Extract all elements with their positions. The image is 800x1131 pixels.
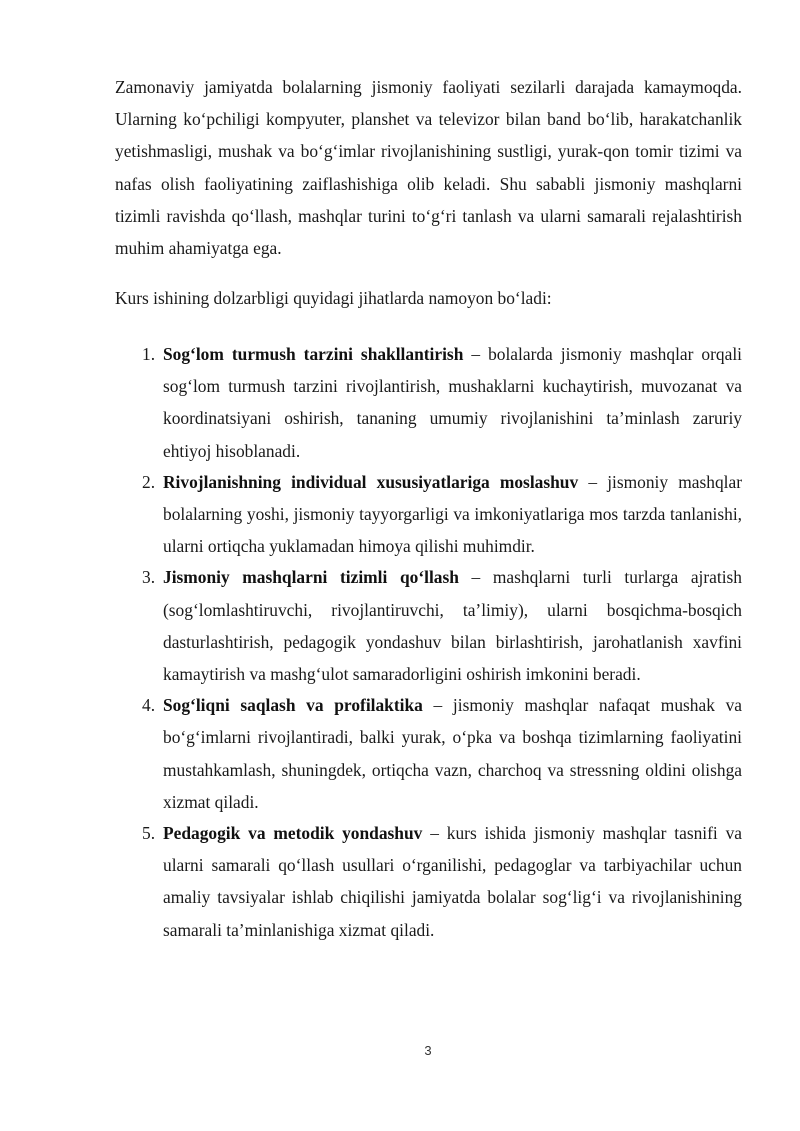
list-item-text: – kurs ishida jismoniy mashqlar tasnifi va ularni samarali qo‘llash usullari o‘rganilishi, pedagoglar va tarbiyachilar uchun amaliy tavsiyalar ishlab chiqilishi jamiyatda bolalar sog‘lig‘i va rivojlanishining samarali ta’minlanishiga xizmat qiladi.: [163, 823, 743, 940]
list-item-text: – jismoniy mashqlar nafaqat mushak va bo‘g‘imlarni rivojlantiradi, balki yurak, o‘pka va boshqa tizimlarning faoliyatini mustahkamlash, shuningdek, ortiqcha vazn, charchoq va stressning oldini olishga xizmat qiladi.: [163, 695, 742, 812]
list-item-number: 2.: [142, 471, 156, 492]
list-item-number: 3.: [142, 567, 156, 588]
list-item: [142, 338, 742, 467]
list-item-title: Jismoniy mashqlarni tizimli qo‘llash: [163, 567, 459, 588]
list-item-number: 1.: [142, 344, 156, 364]
list-item-title: Pedagogik va metodik yondashuv: [163, 823, 423, 844]
intro-paragraph: Zamonaviy jamiyatda bolalarning jismoniy faoliyati sezilarli darajada kamaymoqda. Ularning ko‘pchiligi kompyuter, planshet va televizor bilan band bo‘lib, harakatchanlik yetishmasligi, mushak va bo‘g‘imlar rivojlanishining sustligi, yurak-qon tomir tizimi va nafas olish faoliyatining zaiflashishiga olib keladi. Shu sababli jismoniy mashqlarni tizimli ravishda qo‘llash, mashqlar turini to‘g‘ri tanlash va ularni samarali rejalashtirish muhim ahamiyatga ega.: [115, 77, 742, 259]
list-item-number: 5.: [142, 823, 156, 844]
lead-paragraph: Kurs ishining dolzarbligi quyidagi jihatlarda namoyon bo‘ladi:: [115, 288, 552, 308]
list-item-text: – jismoniy mashqlar bolalarning yoshi, jismoniy tayyorgarligi va imkoniyatlariga mos tarzda tanlanishi, ularni ortiqcha yuklamadan himoya qilishi muhimdir.: [163, 471, 742, 557]
list-item-number: 4.: [142, 695, 156, 716]
list-item: [142, 689, 742, 818]
list-item: [142, 817, 743, 946]
relevance-list: [142, 338, 743, 945]
list-item-title: Sog‘lom turmush tarzini shakllantirish: [163, 344, 464, 364]
list-item-title: Rivojlanishning individual xususiyatlariga moslashuv: [163, 471, 579, 492]
list-item-text: – mashqlarni turli turlarga ajratish (sog‘lomlashtiruvchi, rivojlantiruvchi, ta’limiy), ularni bosqichma-bosqich dasturlashtirish, pedagogik yondashuv bilan birlashtirish, jarohatlanish xavfini kamaytirish va mashg‘ulot samaradorligini oshirish imkonini beradi.: [163, 567, 743, 685]
list-item-title: Sog‘liqni saqlash va profilaktika: [163, 695, 423, 716]
list-item-text: – bolalarda jismoniy mashqlar orqali sog‘lom turmush tarzini rivojlantirish, mushaklarni kuchaytirish, muvozanat va koordinatsiyani oshirish, tananing umumiy rivojlanishini ta’minlash zaruriy ehtiyoj hisoblanadi.: [163, 344, 742, 461]
list-item: [142, 466, 742, 563]
list-item: [142, 561, 743, 690]
page-number: 3: [424, 1043, 432, 1058]
